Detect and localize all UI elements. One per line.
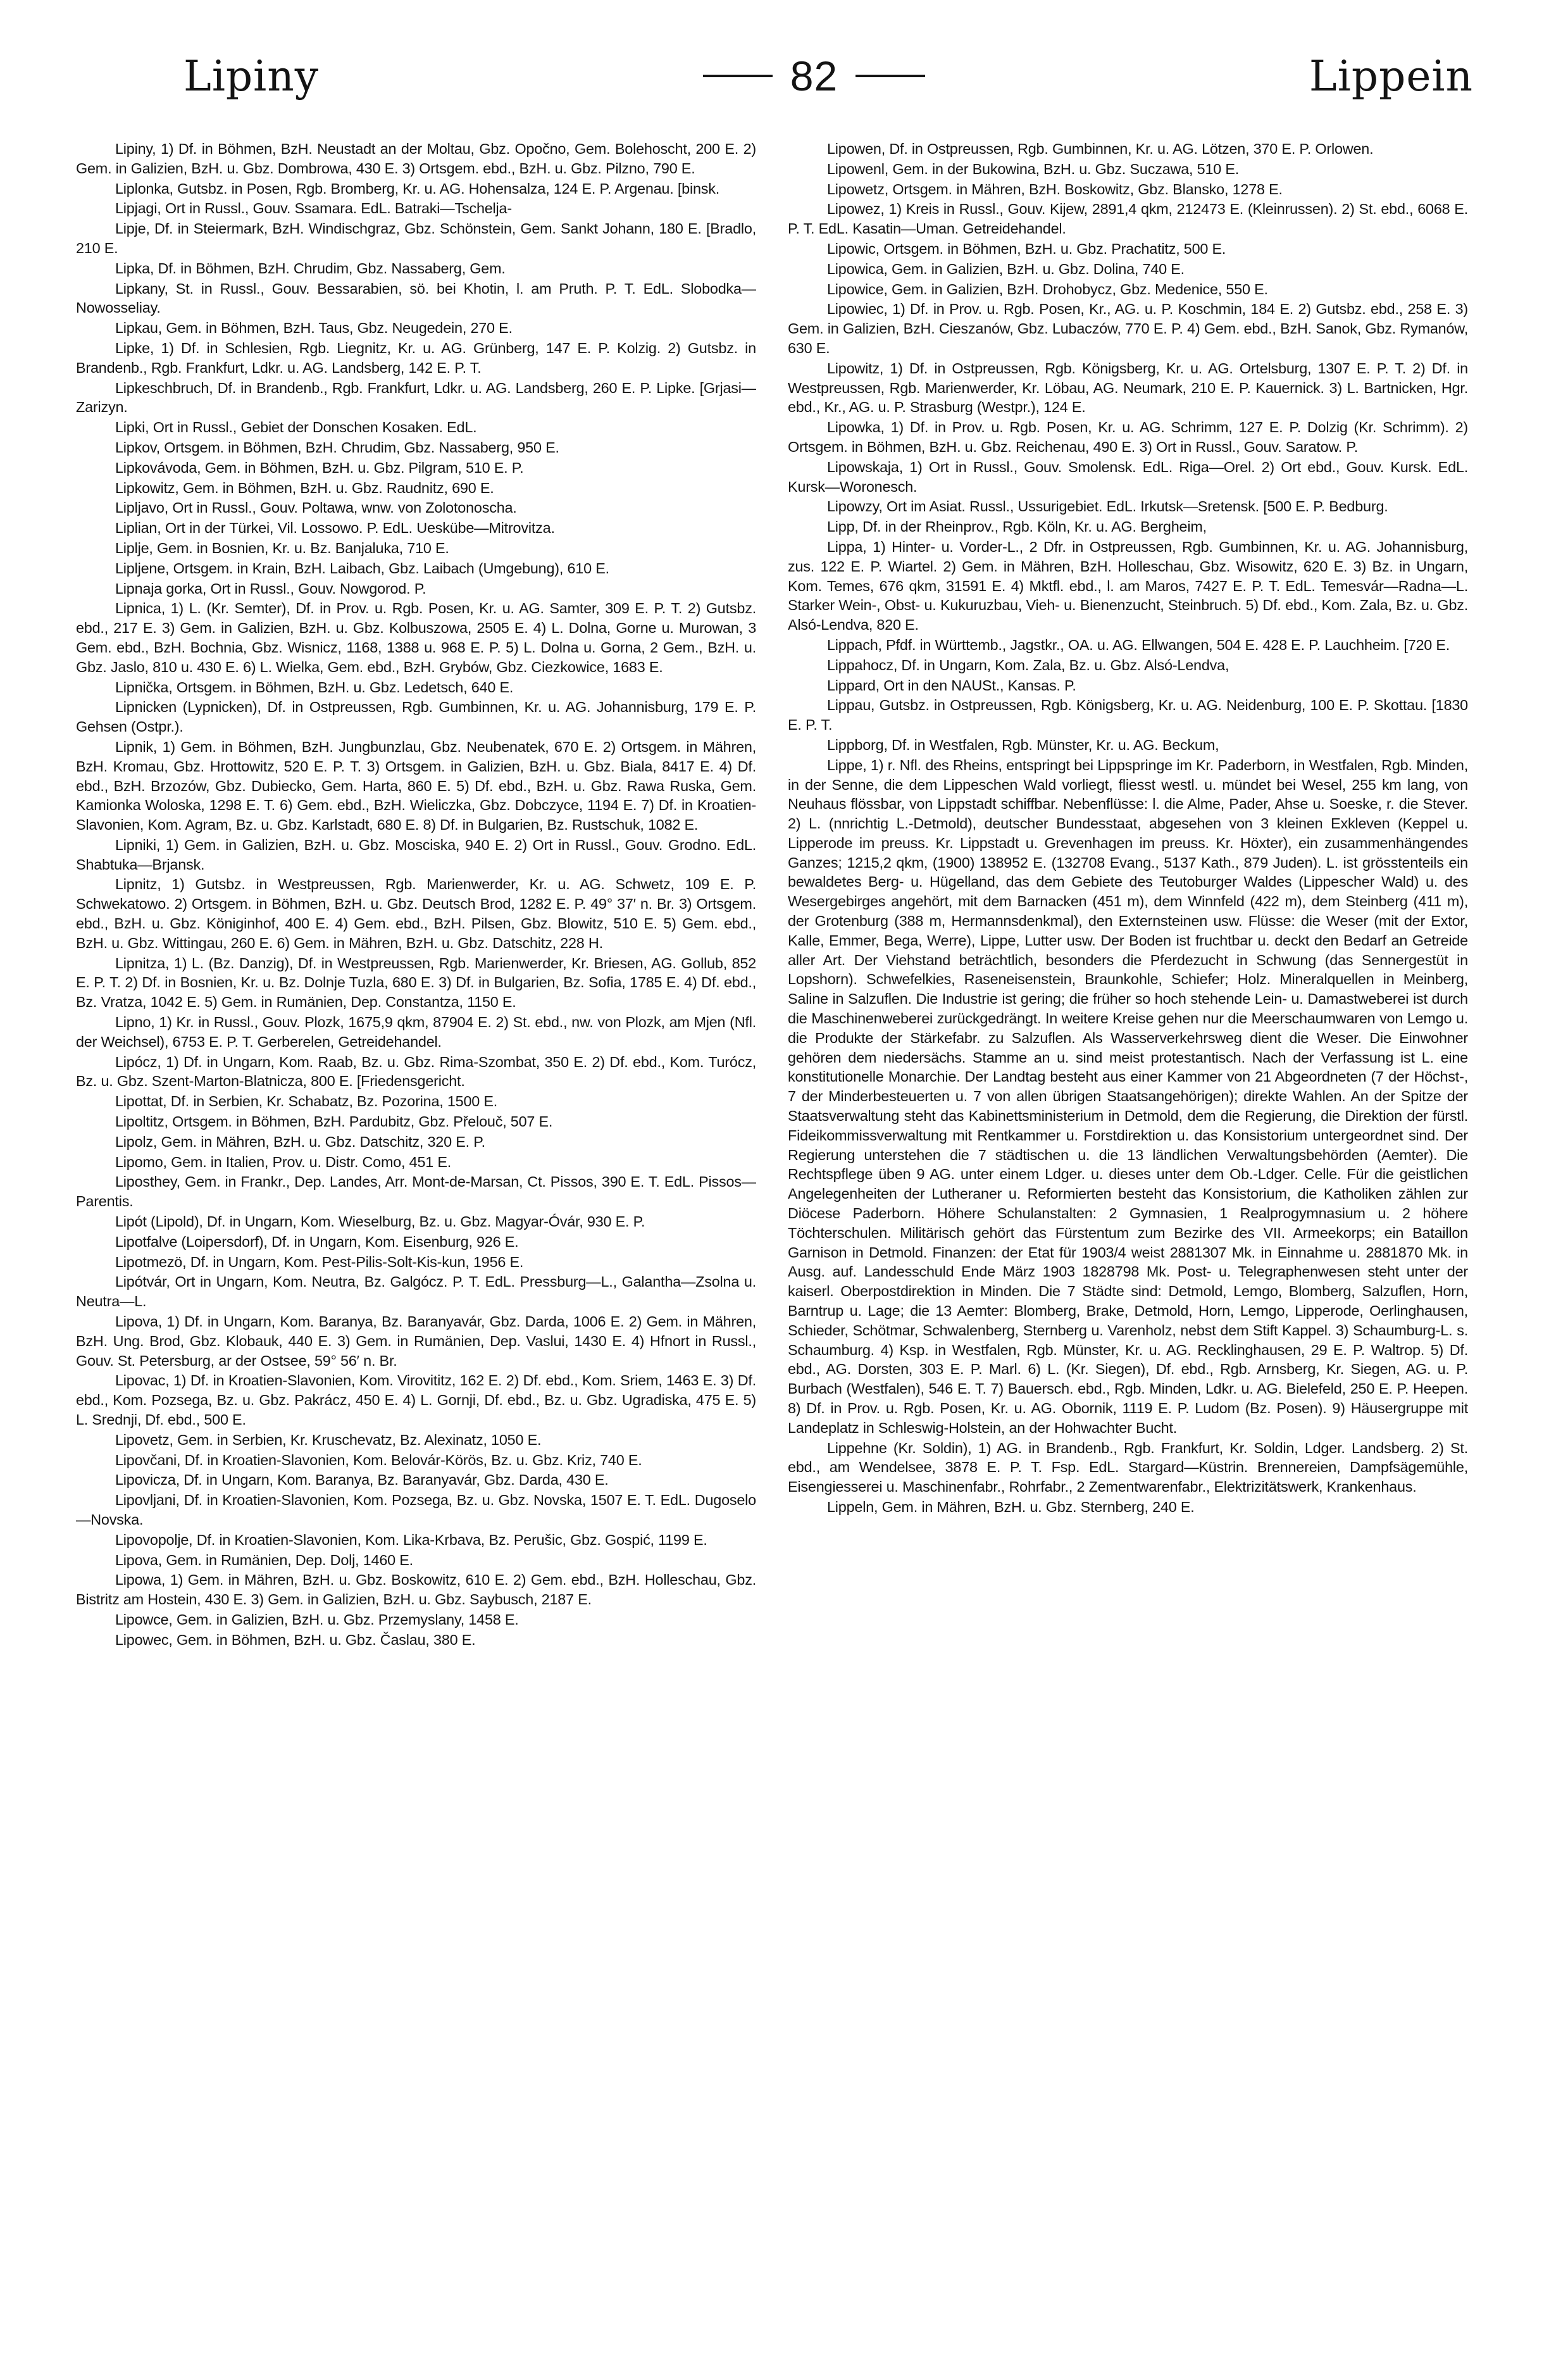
dictionary-entry: Lipowec, Gem. in Böhmen, BzH. u. Gbz. Časlau, 380 E. bbox=[115, 1631, 476, 1648]
dictionary-entry: Lipnaja gorka, Ort in Russl., Gouv. Nowgorod. P. bbox=[115, 580, 426, 597]
dictionary-entry: Lipka, Df. in Böhmen, BzH. Chrudim, Gbz. Nassaberg, Gem. bbox=[115, 259, 506, 277]
dictionary-entry: Lipottat, Df. in Serbien, Kr. Schabatz, Bz. Pozorina, 1500 E. bbox=[115, 1093, 498, 1110]
dictionary-entry: Lipjagi, Ort in Russl., Gouv. Ssamara. EdL. Batraki—Tschelja- bbox=[115, 200, 512, 217]
dictionary-entry: Lipowiec, 1) Df. in Prov. u. Rgb. Posen, Kr., AG. u. P. Koschmin, 184 E. 2) Gutsbz. ebd., 258 E. 3) Gem. in Galizien, BzH. Cieszanów, Gbz. Lubaczów, 770 E. P. 4) Gem. ebd., BzH. Sanok, Gbz. Rymanów, 630 E. bbox=[788, 301, 1468, 356]
dictionary-entry: Lipniki, 1) Gem. in Galizien, BzH. u. Gbz. Mosciska, 940 E. 2) Ort in Russl., Gouv. Grodno. EdL. Shabtuka—Brjansk. bbox=[76, 836, 756, 873]
dictionary-entry: Lipotmezö, Df. in Ungarn, Kom. Pest-Pilis-Solt-Kis-kun, 1956 E. bbox=[115, 1253, 524, 1270]
dictionary-entry: Lipova, 1) Df. in Ungarn, Kom. Baranya, Bz. Baranyavár, Gbz. Darda, 1006 E. 2) Gem. in Mähren, BzH. Ung. Brod, Gbz. Klobauk, 440 E. 3) Gem. in Rumänien, Dep. Vaslui, 1430 E. 4) Hfnort in Russl., Gouv. St. Petersburg, ar der Ostsee, 59° 56′ n. Br. bbox=[76, 1313, 756, 1369]
dictionary-entry: Lipowka, 1) Df. in Prov. u. Rgb. Posen, Kr. u. AG. Schrimm, 127 E. P. Dolzig (Kr. Schrimm). 2) Ortsgem. in Böhmen, BzH. u. Gbz. Reichenau, 490 E. 3) Ort in Russl., Gouv. Saratow. P. bbox=[788, 419, 1468, 455]
dictionary-entry: Liplonka, Gutsbz. in Posen, Rgb. Bromberg, Kr. u. AG. Hohensalza, 124 E. P. Argenau. [binsk. bbox=[115, 180, 720, 197]
dictionary-entry: Lipljene, Ortsgem. in Krain, BzH. Laibach, Gbz. Laibach (Umgebung), 610 E. bbox=[115, 559, 609, 577]
dictionary-entry: Liplje, Gem. in Bosnien, Kr. u. Bz. Banjaluka, 710 E. bbox=[115, 539, 449, 556]
dictionary-entry: Lipiny, 1) Df. in Böhmen, BzH. Neustadt an der Moltau, Gbz. Opočno, Gem. Bolehoscht, 200 E. 2) Gem. in Galizien, BzH. u. Gbz. Dombrowa, 430 E. 3) Ortsgem. ebd., BzH. u. Gbz. Pilzno, 790 E. bbox=[76, 140, 756, 177]
dictionary-entry: Lipnička, Ortsgem. in Böhmen, BzH. u. Gbz. Ledetsch, 640 E. bbox=[115, 678, 514, 696]
dictionary-entry: Lippau, Gutsbz. in Ostpreussen, Rgb. Königsberg, Kr. u. AG. Neidenburg, 100 E. P. Skottau. [1830 E. P. T. bbox=[788, 697, 1468, 734]
dictionary-entry: Lipnik, 1) Gem. in Böhmen, BzH. Jungbunzlau, Gbz. Neubenatek, 670 E. 2) Ortsgem. in Mähren, BzH. Kromau, Gbz. Hrottowitz, 520 E. P. T. 3) Ortsgem. in Galizien, BzH. u. Gbz. Biala, 8417 E. 4) Df. ebd., BzH. Brzozów, Gbz. Dubiecko, Gem. Harta, 860 E. 5) Df. ebd., BzH. u. Gbz. Rawa Ruska, Gem. Kamionka Woloska, 1298 E. T. 6) Gem. ebd., BzH. Wieliczka, Gbz. Dobczyce, 1194 E. 7) Df. in Kroatien-Slavonien, Kom. Agram, Bz. u. Gbz. Karlstadt, 680 E. 8) Df. in Bulgarien, Bz. Rustschuk, 1082 E. bbox=[76, 738, 756, 833]
dictionary-entry: Lipnicken (Lypnicken), Df. in Ostpreussen, Rgb. Gumbinnen, Kr. u. AG. Johannisburg, 179 E. P. Gehsen (Ostpr.). bbox=[76, 699, 756, 735]
dictionary-entry: Lipkau, Gem. in Böhmen, BzH. Taus, Gbz. Neugedein, 270 E. bbox=[115, 320, 513, 337]
dictionary-entry: Lipowskaja, 1) Ort in Russl., Gouv. Smolensk. EdL. Riga—Orel. 2) Ort ebd., Gouv. Kursk. EdL. Kursk—Woronesch. bbox=[788, 458, 1468, 495]
dictionary-entry: Lipowen, Df. in Ostpreussen, Rgb. Gumbinnen, Kr. u. AG. Lötzen, 370 E. P. Orlowen. bbox=[827, 140, 1374, 157]
dictionary-entry: Lippeln, Gem. in Mähren, BzH. u. Gbz. Sternberg, 240 E. bbox=[827, 1498, 1195, 1515]
dictionary-entry: Lippehne (Kr. Soldin), 1) AG. in Brandenb., Rgb. Frankfurt, Kr. Soldin, Ldger. Landsberg. 2) St. ebd., am Wendelsee, 3878 E. P. T. Fsp. EdL. Stargard—Küstrin. Brennereien, Dampfsägemühle, Eisengiesserei u. Maschinenfabr., Rohrfabr., 2 Zementwarenfabr., Elektrizitätswerk, Krankenhaus. bbox=[788, 1439, 1468, 1495]
dictionary-entry: Lipljavo, Ort in Russl., Gouv. Poltawa, wnw. von Zolotonoscha. bbox=[115, 499, 517, 516]
dictionary-entry: Lipkowitz, Gem. in Böhmen, BzH. u. Gbz. Raudnitz, 690 E. bbox=[115, 479, 494, 496]
dictionary-entry: Lipje, Df. in Steiermark, BzH. Windischgraz, Gbz. Schönstein, Gem. Sankt Johann, 180 E. [Bradlo, 210 E. bbox=[76, 220, 756, 256]
dictionary-entry: Lipkovávoda, Gem. in Böhmen, BzH. u. Gbz. Pilgram, 510 E. P. bbox=[115, 459, 524, 476]
dictionary-entry: Lipno, 1) Kr. in Russl., Gouv. Plozk, 1675,9 qkm, 87904 E. 2) St. ebd., nw. von Plozk, am Mjen (Nfl. der Weichsel), 6753 E. P. T. Gerberelen, Getreidehandel. bbox=[76, 1014, 756, 1050]
dictionary-entry: Lipkany, St. in Russl., Gouv. Bessarabien, sö. bei Khotin, l. am Pruth. P. T. EdL. Slobodka—Nowosseliay. bbox=[76, 280, 756, 316]
dictionary-entry: Lipovetz, Gem. in Serbien, Kr. Kruschevatz, Bz. Alexinatz, 1050 E. bbox=[115, 1431, 542, 1448]
dictionary-entry: Lipovicza, Df. in Ungarn, Kom. Baranya, Bz. Baranyavár, Gbz. Darda, 430 E. bbox=[115, 1471, 609, 1489]
dictionary-entry: Lippach, Pfdf. in Württemb., Jagstkr., OA. u. AG. Ellwangen, 504 E. 428 E. P. Lauchheim. [720 E. bbox=[827, 636, 1450, 653]
dictionary-entry: Lippahocz, Df. in Ungarn, Kom. Zala, Bz. u. Gbz. Alsó-Lendva, bbox=[827, 656, 1229, 673]
dictionary-entry: Lippe, 1) r. Nfl. des Rheins, entspringt bei Lippspringe im Kr. Paderborn, in Westfalen, Rgb. Minden, in der Senne, die dem Lippeschen Wald vorliegt, fliesst westl. u. mündet bei Wesel, 255 km lang, von Neuhaus flössbar, von Lippstadt schiffbar. Nebenflüsse: l. die Alme, Pader, Ahse u. Soeske, r. die Stever. 2) L. (nnrichtig L.-Detmold), deutscher Bundesstaat, abgesehen von 3 kleinen Exkleven (Keppel u. Lipperode im preuss. Kr. Lippstadt u. Grevenhagen im preuss. Kr. Höxter), ein zusammenhängendes Ganzes; 1215,2 qkm, (1900) 138952 E. (132708 Evang., 5137 Kath., 879 Juden). L. ist grösstenteils ein bewaldetes Berg- u. Hügelland, das dem Gebiete des Teutoburger Waldes (Lippescher Wald) u. des Wesergebirges angehört, mit dem Barnacken (451 m), dem Winnfeld (422 m), dem Steinberg (411 m), der Grotenburg (388 m, Hermannsdenkmal), den Externsteinen usw. Flüsse: die Weser (mit der Extor, Kalle, Emmer, Bega, Werre), Lippe, Lutter usw. Der Boden ist fruchtbar u. deckt den Bedarf an Getreide aller Art. Der Viehstand beträchtlich, besonders die Pferdezucht in Schwung (das Sennergestüt in Lopshorn). Schwefelkies, Raseneisenstein, Braunkohle, Schiefer; Holz. Mineralquellen in Meinberg, Saline in Salzuflen. Die Industrie ist gering; die früher so hoch stehende Lein- u. Damastweberei ist durch die Maschinenweberei zurückgedrängt. In weitere Kreise gehen nur die Meerschaumwaren von Lemgo u. die Produkte der Stärkefabr. zu Salzuflen. Als Wasserverkehrsweg dient die Weser. Die Einwohner gehören dem niedersächs. Stamme an u. sind meist protestantisch. Nach der Verfassung ist L. eine konstitutionelle Monarchie. Der Landtag besteht aus einer Kammer von 21 Abgeordneten (7 der Höchst-, 7 der Minderbesteuerten u. 7 von allen übrigen Staatsangehörigen); direkte Wahlen. An der Spitze der Staatsverwaltung steht das Kabinettsministerium in Detmold, dem die Regierung, die Direktion der fürstl. Fideikommissverwaltung mit Rentkammer u. Forstdirektion u. das Konsistorium untergeordnet sind. Der Regierung unterstehen die 7 städtischen u. die 13 ländlichen Verwaltungsbehörden (Aemter). Die Rechtspflege üben 9 AG. unter einem Ldger. u. dieses unter dem Ob.-Ldger. Celle. Für die geistlichen Angelegenheiten der Lutheraner u. Reformierten besteht das Konsistorium, die Katholiken zählen zur Diöcese Paderborn. Höhere Schulanstalten: 2 Gymnasien, 1 Realprogymnasium u. 2 höhere Töchterschulen. Militärisch gehört das Fürstentum zum Bezirke des VII. Armeekorps; ein Bataillon Garnison in Detmold. Finanzen: der Etat für 1903/4 weist 2881307 Mk. in Einnahme u. 2881870 Mk. in Ausg. auf. Landesschuld Ende März 1903 1828798 Mk. Post- u. Telegraphenwesen steht unter der kaiserl. Oberpostdirektion in Minden. Die 7 Städte sind: Detmold, Lemgo, Blomberg, Salzuflen, Horn, Barntrup u. Lage; die 13 Aemter: Blomberg, Brake, Detmold, Horn, Lemgo, Lipperode, Oerlinghausen, Schieder, Schötmar, Schwalenberg, Sternberg u. Varenholz, nebst dem Stift Kappel. 3) Schaumburg-L. s. Schaumburg. 4) Ksp. in Westfalen, Rgb. Münster, Kr. u. AG. Recklinghausen, 29 E. P. Waltrop. 5) Df. ebd., AG. Dorsten, 303 E. P. Marl. 6) L. (Kr. Siegen), Df. ebd., Rgb. Arnsberg, Kr. Siegen, AG. u. P. Burbach (Westfalen), 546 E. T. 7) Bauersch. ebd., Rgb. Minden, Ldkr. u. AG. Bielefeld, 250 E. P. Heepen. 8) Df. in Prov. u. Rgb. Posen, Kr. u. AG. Obornik, 1119 E. P. Ludom (Bz. Posen). 9) Häusergruppe mit Landeplatz in Schleswig-Holstein, an der Hohwachter Bucht. bbox=[788, 756, 1468, 1436]
dictionary-entry: Lipolz, Gem. in Mähren, BzH. u. Gbz. Datschitz, 320 E. P. bbox=[115, 1133, 485, 1150]
page-number-group bbox=[703, 52, 925, 100]
dictionary-entry: Lipócz, 1) Df. in Ungarn, Kom. Raab, Bz. u. Gbz. Rima-Szombat, 350 E. 2) Df. ebd., Kom. Turócz, Bz. u. Gbz. Szent-Marton-Blatnicza, 800 E. [Friedensgericht. bbox=[76, 1053, 756, 1090]
dictionary-entry: Lipót (Lipold), Df. in Ungarn, Kom. Wieselburg, Bz. u. Gbz. Magyar-Óvár, 930 E. P. bbox=[115, 1213, 645, 1230]
running-header bbox=[76, 38, 1498, 114]
dictionary-entry: Lipovopolje, Df. in Kroatien-Slavonien, Kom. Lika-Krbava, Bz. Perušic, Gbz. Gospić, 1199 E. bbox=[115, 1531, 707, 1548]
dictionary-entry: Lippa, 1) Hinter- u. Vorder-L., 2 Dfr. in Ostpreussen, Rgb. Gumbinnen, Kr. u. AG. Johannisburg, zus. 122 E. P. Wiartel. 2) Gem. in Mähren, BzH. Holleschau, Gbz. Wisowitz, 620 E. 3) Bz. in Ungarn, Kom. Temes, 676 qkm, 31591 E. 4) Mktfl. ebd., l. am Maros, 7427 E. P. T. EdL. Temesvár—Radna—L. Starker Wein-, Obst- u. Kukuruzbau, Vieh- u. Bienenzucht, Steinbruch. 5) Df. ebd., Kom. Zala, Bz. u. Gbz. Alsó-Lendva, 820 E. bbox=[788, 538, 1468, 634]
header-rule-left bbox=[703, 75, 773, 77]
dictionary-entry: Lipomo, Gem. in Italien, Prov. u. Distr. Como, 451 E. bbox=[115, 1153, 452, 1170]
page-number: 82 bbox=[790, 53, 838, 99]
dictionary-entry: Lipke, 1) Df. in Schlesien, Rgb. Liegnitz, Kr. u. AG. Grünberg, 147 E. P. Kolzig. 2) Gutsbz. in Brandenb., Rgb. Frankfurt, Ldkr. u. AG. Landsberg, 142 E. P. T. bbox=[76, 339, 756, 376]
dictionary-entry: Lipovčani, Df. in Kroatien-Slavonien, Kom. Belovár-Körös, Bz. u. Gbz. Kriz, 740 E. bbox=[115, 1451, 642, 1468]
dictionary-entry: Lippborg, Df. in Westfalen, Rgb. Münster, Kr. u. AG. Beckum, bbox=[827, 736, 1219, 753]
dictionary-entry: Lipowenl, Gem. in der Bukowina, BzH. u. Gbz. Suczawa, 510 E. bbox=[827, 160, 1240, 177]
dictionary-entry: Lipkeschbruch, Df. in Brandenb., Rgb. Frankfurt, Ldkr. u. AG. Landsberg, 260 E. P. Lipke. [Grjasi—Zarizyn. bbox=[76, 379, 756, 416]
dictionary-entry: Lipowitz, 1) Df. in Ostpreussen, Rgb. Königsberg, Kr. u. AG. Ortelsburg, 1307 E. P. T. 2) Df. in Westpreussen, Rgb. Marienwerder, Kr. Löbau, AG. Neumark, 210 E. P. Kauernick. 3) L. Bartnicken, Hgr. ebd., Kr., AG. u. P. Strasburg (Westpr.), 124 E. bbox=[788, 359, 1468, 416]
dictionary-entry: Lipowetz, Ortsgem. in Mähren, BzH. Boskowitz, Gbz. Blansko, 1278 E. bbox=[827, 180, 1283, 197]
dictionary-entry: Lipowez, 1) Kreis in Russl., Gouv. Kijew, 2891,4 qkm, 212473 E. (Kleinrussen). 2) St. ebd., 6068 E. P. T. EdL. Kasatin—Uman. Getreidehandel. bbox=[788, 201, 1468, 237]
dictionary-entry: Lipotfalve (Loipersdorf), Df. in Ungarn, Kom. Eisenburg, 926 E. bbox=[115, 1233, 519, 1250]
dictionary-entry: Lipnica, 1) L. (Kr. Semter), Df. in Prov. u. Rgb. Posen, Kr. u. AG. Samter, 309 E. P. T. 2) Gutsbz. ebd., 217 E. 3) Gem. in Galizien, BzH. u. Gbz. Kolbuszowa, 2505 E. 4) L. Dolna, Gorne u. Murowan, 3 Gem. ebd., BzH. Bochnia, Gbz. Wisnicz, 1168, 1388 u. 968 E. P. 5) L. Dolna u. Gorna, 2 Gem., BzH. u. Gbz. Jaslo, 810 u. 430 E. 6) L. Wielka, Gem. ebd., BzH. Grybów, Gbz. Ciezkowice, 1683 E. bbox=[76, 600, 756, 675]
two-column-body bbox=[76, 139, 1498, 2329]
dictionary-entry: Lipp, Df. in der Rheinprov., Rgb. Köln, Kr. u. AG. Bergheim, bbox=[827, 518, 1207, 535]
dictionary-entry: Lipowzy, Ort im Asiat. Russl., Ussurigebiet. EdL. Irkutsk—Sretensk. [500 E. P. Bedburg. bbox=[827, 498, 1388, 515]
dictionary-entry: Liplian, Ort in der Türkei, Vil. Lossowo. P. EdL. Ueskübe—Mitrovitza. bbox=[115, 520, 555, 537]
dictionary-entry: Lipowce, Gem. in Galizien, BzH. u. Gbz. Przemyslany, 1458 E. bbox=[115, 1611, 519, 1628]
dictionary-entry: Lipowice, Gem. in Galizien, BzH. Drohobycz, Gbz. Medenice, 550 E. bbox=[827, 280, 1268, 297]
dictionary-entry: Lipovljani, Df. in Kroatien-Slavonien, Kom. Pozsega, Bz. u. Gbz. Novska, 1507 E. T. EdL. Dugoselo—Novska. bbox=[76, 1492, 756, 1528]
dictionary-entry: Lipoltitz, Ortsgem. in Böhmen, BzH. Pardubitz, Gbz. Přelouč, 507 E. bbox=[115, 1113, 553, 1130]
dictionary-entry: Lipovac, 1) Df. in Kroatien-Slavonien, Kom. Virovititz, 162 E. 2) Df. ebd., Kom. Sriem, 1463 E. 3) Df. ebd., Kom. Pozsega, Bz. u. Gbz. Pakrácz, 450 E. 4) L. Gornji, Df. ebd., Bz. u. Gbz. Ugradiska, 475 E. 5) L. Srednji, Df. ebd., 500 E. bbox=[76, 1372, 756, 1428]
header-rule-right bbox=[856, 75, 925, 77]
right-column bbox=[788, 139, 1468, 2329]
dictionary-entry: Lipowa, 1) Gem. in Mähren, BzH. u. Gbz. Boskowitz, 610 E. 2) Gem. ebd., BzH. Holleschau, Gbz. Bistritz am Hostein, 430 E. 3) Gem. in Galizien, BzH. u. Gbz. Saybusch, 2187 E. bbox=[76, 1571, 756, 1608]
header-left-keyword: Lipiny bbox=[184, 51, 320, 101]
left-column bbox=[76, 139, 756, 2329]
dictionary-entry: Lippard, Ort in den NAUSt., Kansas. P. bbox=[827, 677, 1076, 694]
dictionary-entry: Liposthey, Gem. in Frankr., Dep. Landes, Arr. Mont-de-Marsan, Ct. Pissos, 390 E. T. EdL. Pissos—Parentis. bbox=[76, 1173, 756, 1210]
dictionary-entry: Lipótvár, Ort in Ungarn, Kom. Neutra, Bz. Galgócz. P. T. EdL. Pressburg—L., Galantha—Zsolna u. Neutra—L. bbox=[76, 1273, 756, 1310]
dictionary-entry: Lipnitza, 1) L. (Bz. Danzig), Df. in Westpreussen, Rgb. Marienwerder, Kr. Briesen, AG. Gollub, 852 E. P. T. 2) Df. in Bosnien, Kr. u. Bz. Dolnje Tuzla, 680 E. 3) Df. in Bulgarien, Bz. Sofia, 1785 E. 4) Df. ebd., Bz. Vratza, 1042 E. 5) Gem. in Rumänien, Dep. Constantza, 1150 E. bbox=[76, 954, 756, 1011]
dictionary-entry: Lipkov, Ortsgem. in Böhmen, BzH. Chrudim, Gbz. Nassaberg, 950 E. bbox=[115, 439, 559, 456]
dictionary-entry: Lipowic, Ortsgem. in Böhmen, BzH. u. Gbz. Prachatitz, 500 E. bbox=[827, 240, 1226, 257]
dictionary-entry: Lipki, Ort in Russl., Gebiet der Donschen Kosaken. EdL. bbox=[115, 419, 477, 436]
header-right-keyword: Lippein bbox=[1309, 51, 1473, 101]
dictionary-entry: Lipowica, Gem. in Galizien, BzH. u. Gbz. Dolina, 740 E. bbox=[827, 260, 1185, 277]
dictionary-entry: Lipnitz, 1) Gutsbz. in Westpreussen, Rgb. Marienwerder, Kr. u. AG. Schwetz, 109 E. P. Schwekatowo. 2) Ortsgem. in Böhmen, BzH. u. Gbz. Deutsch Brod, 1282 E. P. 49° 37′ n. Br. 3) Ortsgem. ebd., BzH. u. Gbz. Königinhof, 400 E. 4) Gem. ebd., BzH. Pilsen, Gbz. Blowitz, 510 E. 5) Gem. ebd., BzH. u. Gbz. Wittingau, 260 E. 6) Gem. in Mähren, BzH. u. Gbz. Datschitz, 228 H. bbox=[76, 876, 756, 951]
dictionary-entry: Lipova, Gem. in Rumänien, Dep. Dolj, 1460 E. bbox=[115, 1551, 413, 1568]
